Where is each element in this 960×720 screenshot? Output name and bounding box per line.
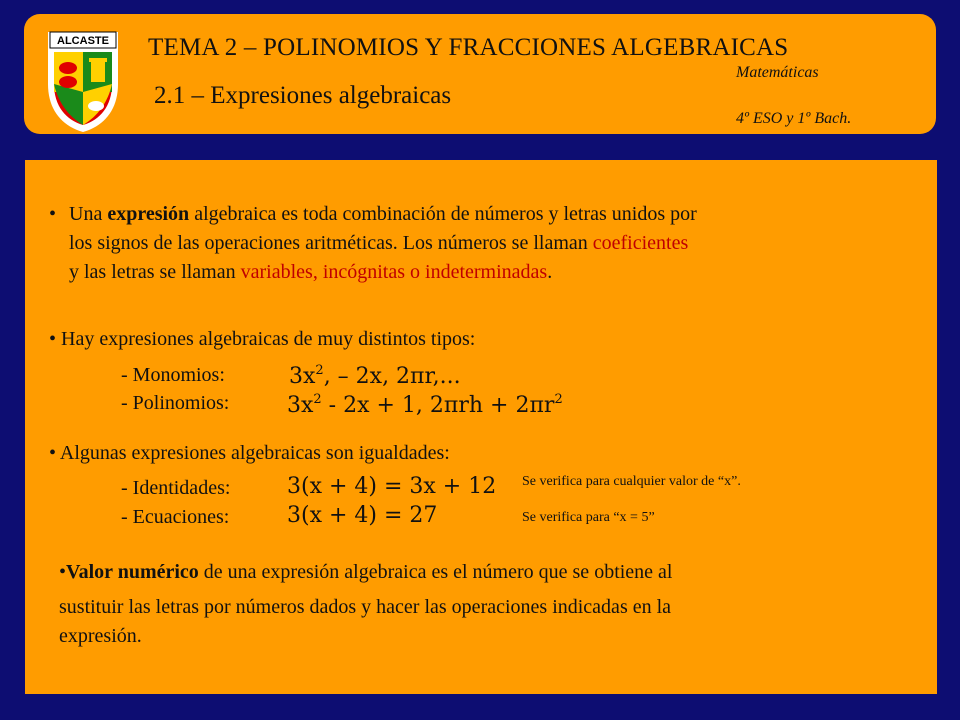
level-label: 4º ESO y 1º Bach. (736, 110, 852, 127)
definition-line-2: los signos de las operaciones aritméticas. Los números se llaman coeficientes (69, 232, 689, 254)
definition-bullet: • (49, 203, 57, 225)
identidades-label: - Identidades: (121, 477, 231, 499)
monomios-expression: $3x^2$, – 2x, 2πr,... (289, 363, 461, 389)
valor-line-1: •Valor numérico de una expresión algebraica es el número que se obtiene al (59, 561, 673, 583)
header-banner (24, 14, 936, 134)
ecuacion-note: Se verifica para “x = 5” (522, 510, 655, 525)
page-title: TEMA 2 – POLINOMIOS Y FRACCIONES ALGEBRAICAS (148, 34, 789, 61)
polinomios-label: - Polinomios: (121, 392, 230, 414)
valor-line-3: expresión. (59, 625, 142, 647)
ecuaciones-label: - Ecuaciones: (121, 506, 230, 528)
valor-line-2: sustituir las letras por números dados y hacer las operaciones indicadas en la (59, 596, 672, 618)
alcaste-shield-logo (46, 22, 120, 134)
ecuacion-expression: 3(x + 4) = 27 (287, 503, 438, 528)
section-subtitle: 2.1 – Expresiones algebraicas (154, 82, 452, 109)
equalities-intro: • Algunas expresiones algebraicas son igualdades: (49, 442, 450, 464)
definition-line-3: y las letras se llaman variables, incógnitas o indeterminadas. (69, 261, 553, 283)
identidad-expression: 3(x + 4) = 3x + 12 (287, 474, 497, 499)
valor-numerico-term: Valor numérico (66, 561, 199, 583)
coeficientes-term: coeficientes (592, 232, 689, 254)
variables-term: variables, incógnitas o indeterminadas (240, 261, 548, 283)
types-intro: • Hay expresiones algebraicas de muy distintos tipos: (49, 328, 476, 350)
monomios-label: - Monomios: (121, 364, 225, 386)
definition-line-1: Una expresión algebraica es toda combinación de números y letras unidos por (69, 203, 697, 225)
identidad-note: Se verifica para cualquier valor de “x”. (522, 474, 741, 489)
logo-label: ALCASTE (57, 35, 109, 47)
expresion-term: expresión (107, 203, 190, 225)
polinomios-expression: $3x^2 - 2x + 1$, $2\pi rh + 2\pi r^2$ (287, 392, 563, 418)
subject-label: Matemáticas (736, 64, 819, 81)
content-panel (25, 160, 937, 694)
